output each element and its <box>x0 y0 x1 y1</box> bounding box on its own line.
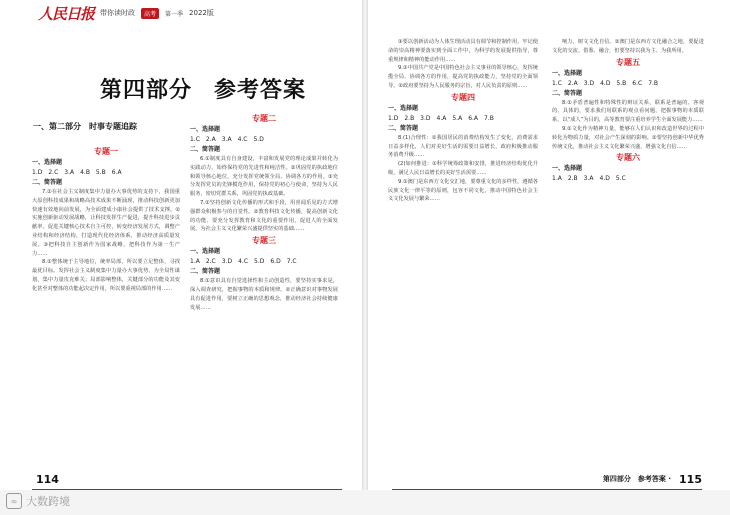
right-column-1 <box>388 38 538 474</box>
mc-answers: 1.A 2.B 3.A 4.D 5.C <box>552 175 626 183</box>
answer-paragraph: ③要以创新活动为人体生理活动具有调节和控制作用，牢记使命的崇高精神要落实到全面工作中，为科学的发展提供指导，尊重规律和精神的能动作用…… <box>388 39 538 63</box>
question-type-label: 二、简答题 <box>32 179 63 186</box>
topic-heading: 专题六 <box>616 153 640 163</box>
question-type-label: 二、简答题 <box>190 268 221 276</box>
footer-label: 第四部分 参考答案 · <box>602 475 672 483</box>
topic-heading: 专题一 <box>94 147 118 156</box>
mc-answers: 1.D 2.C 3.A 4.B 5.B 6.A <box>32 169 122 176</box>
exam-badge: 高考 <box>141 8 159 19</box>
mc-answers: 1.C 2.A 3.A 4.C 5.D <box>190 136 264 143</box>
year-label: 2022版 <box>189 9 214 17</box>
page-number: 115 <box>679 472 702 486</box>
topic-heading: 专题五 <box>616 57 640 67</box>
edition-label: 第一季 <box>165 10 184 18</box>
section-title: 一、第二部分 时事专题追踪 <box>33 122 137 131</box>
question-type-label: 一、选择题 <box>190 126 221 133</box>
answer-paragraph: 响力，树文文化自信。②澳门是东西方文化融合之地，要促进文化的交流、借鉴、融合，但要坚持以我为主、为我所用。 <box>552 39 704 54</box>
watermark-text: 大数跨境 <box>26 495 70 508</box>
topic-heading: 专题三 <box>252 236 276 246</box>
answer-paragraph: (2)如何推进：①科学统筹政策和安排，推进经济结构优化升级，满足人民日益增长的美好生活需要…… <box>388 161 538 176</box>
right-page <box>368 0 730 490</box>
question-type-label: 一、选择题 <box>552 69 583 77</box>
answer-paragraph: 8.(1)合理性：①我国居民的消费结构发生了变化，消费需求日益多样化，人们对美好生活的需要日益增长，政府积极推动服务消费升级…… <box>388 134 538 159</box>
topic-heading: 专题二 <box>252 114 276 123</box>
answer-paragraph: 9.①中国共产党是中国特色社会主义事业的领导核心，发挥统揽全局、协调各方的作用，提高党的执政能力，坚持党的全面领导。②政府要坚持为人民服务的宗旨，对人民负责的原则…… <box>388 65 538 89</box>
watermark <box>6 493 70 509</box>
chat-bubble-icon: ∞ <box>6 493 22 509</box>
mc-answers: 1.A 2.C 3.D 4.C 5.D 6.D 7.C <box>190 258 297 266</box>
topic-heading: 专题四 <box>451 92 475 102</box>
answer-paragraph: 9.①澳门是东西方文化交汇地，要尊重文化的多样性，遵循各民族文化一律平等的原则，包容不同文化，推动中国特色社会主义文化发展与繁荣…… <box>388 178 538 203</box>
answer-paragraph: 8.①矛盾普遍性和特殊性的辩证关系，联系是普遍的、客观的、具体的，要求我们用联系的观点看问题，把握事物的本质联系，以“成人”为目的，高等教育要注重培养学生全面发展能力…… <box>552 99 704 124</box>
question-type-label: 一、选择题 <box>552 165 583 173</box>
question-type-label: 一、选择题 <box>32 159 63 166</box>
left-column-2 <box>190 112 338 474</box>
answer-paragraph: 8.①整体统于主导地位，统率局部，所以要立足整体，寻找最优目标。发挥社会主义制度集中力量办大事优势，为全局性谋划，集中力量攻克难关；局部影响整体，关键部分的功能及其变化甚至对整体的功能起决定作用，所以要重视局部的作用…… <box>32 259 180 292</box>
answer-paragraph: 9.①文化作为精神力量，能够在人们认识和改造世界的过程中转化为物质力量，对社会产生深刻的影响。②要坚持创新中华优秀传统文化，推动社会主义文化繁荣兴盛，增强文化自信…… <box>552 125 704 150</box>
right-column-2 <box>552 38 704 474</box>
left-page <box>0 0 362 490</box>
answer-paragraph: 7.①坚持创新文化传播的形式和手段，用喜闻乐见的方式增强群众积极参与的自觉性。②教育科技文化传播，提高创新文化的功能、要充分发挥教育和文化的重要作用，促进人的全面发展，为社会主义文化繁荣兴盛提供坚实的基础…… <box>190 199 338 233</box>
answer-paragraph: 8.①意识具有自觉选择性和主动创造性，要坚持实事求是，深入调查研究，把握事物的本质和规律。②正确意识对事物发展具有促进作用，要树立正确的思想观念，推动经济社会持续健康发展…… <box>190 278 338 311</box>
question-type-label: 二、简答题 <box>552 89 583 97</box>
left-column-1 <box>32 145 180 475</box>
answer-paragraph: 7.①在社会主义制度集中力量办大事优势的支持下，我国重大原创科技成果和战略高技术成果不断涌现，推动科技创新更加快速有效地向前发展，为全面建成小康社会提供了技术支撑。②实施创新驱动发展战略，让科技发挥生产促进，提升科技进步贡献率。促进关键核心技术自主可控，转变经济发展方式，调整产业结构和经济结构，打造现代化经济体系，推动经济高质量发展。③把科技自主创新作为国家战略，把科技作为第一生产力…… <box>32 189 180 257</box>
mc-answers: 1.C 2.A 3.D 4.D 5.B 6.C 7.B <box>552 79 659 87</box>
mc-answers: 1.D 2.B 3.D 4.A 5.A 6.A 7.B <box>388 114 494 122</box>
page-footer <box>32 469 342 490</box>
page-header <box>0 0 214 26</box>
newspaper-logo: 人民日报 <box>38 4 95 23</box>
question-type-label: 一、选择题 <box>190 248 221 256</box>
page-footer <box>392 469 702 490</box>
series-title: 带你读时政 <box>100 9 136 17</box>
answer-paragraph: 6.①制度具有自身建设，丰富和发展党的理论成果并转化为实践动力，始终保持党的先进性和纯洁性。②巩固党的执政地位和领导核心地位，充分发挥党统领全局、协调各方的作用。③充分发挥党员的先锋模范作用，保持党的初心与使命，坚持为人民服务，密切党群关系，巩固党的执政基础。 <box>190 156 338 198</box>
part-title: 第四部分 参考答案 <box>100 78 307 103</box>
question-type-label: 二、简答题 <box>388 124 419 132</box>
question-type-label: 一、选择题 <box>388 104 419 112</box>
page-number: 114 <box>36 472 59 486</box>
question-type-label: 二、简答题 <box>190 146 221 153</box>
